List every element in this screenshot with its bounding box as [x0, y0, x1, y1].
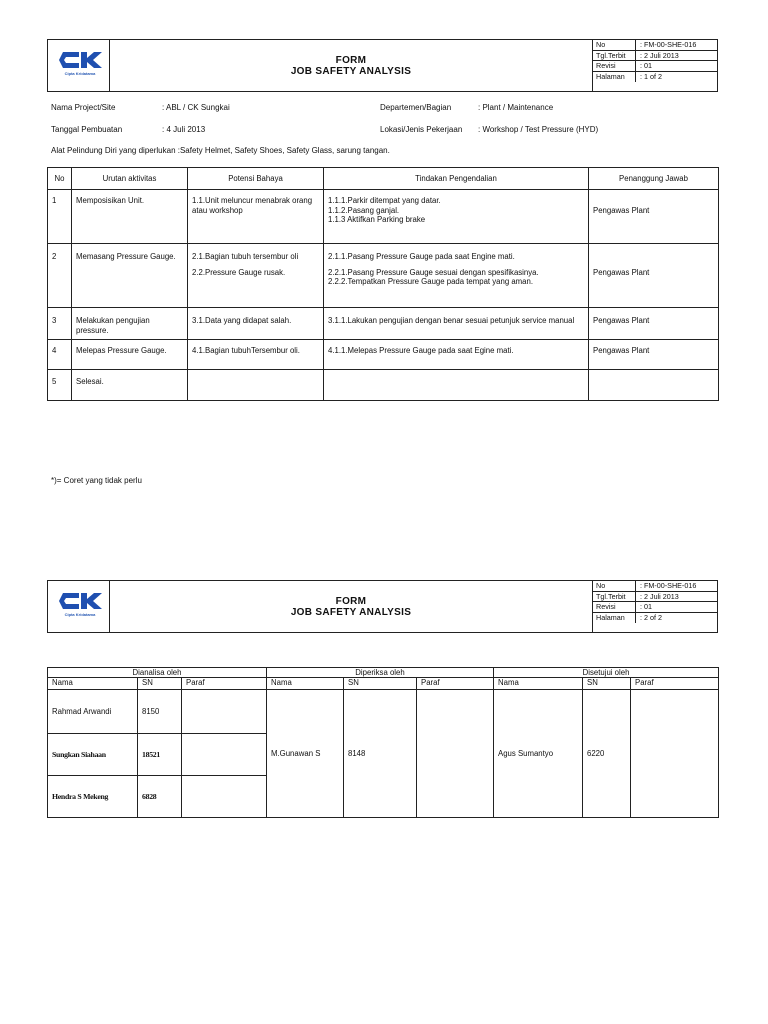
table-row: [48, 308, 719, 340]
row-no: 5: [48, 370, 72, 401]
meta-value: : 2 Juli 2013: [640, 50, 679, 60]
meta-row-no: [593, 40, 717, 51]
location-value: : Workshop / Test Pressure (HYD): [478, 125, 599, 134]
col-name: Nama: [494, 678, 583, 690]
row-pic: [589, 370, 719, 401]
signature-table: [47, 667, 719, 818]
approver-sn: 6220: [583, 690, 631, 818]
row-no: 1: [48, 190, 72, 244]
checker-sn: 8148: [344, 690, 417, 818]
logo-cell: [48, 581, 110, 633]
approver-paraf: [631, 690, 719, 818]
meta-row-page: [593, 613, 717, 624]
col-paraf: Paraf: [182, 678, 267, 690]
meta-label: Tgl.Terbit: [593, 51, 636, 61]
approver-name: Agus Sumantyo: [494, 690, 583, 818]
jsa-table: [47, 167, 719, 401]
table-row: [48, 370, 719, 401]
meta-row-no: [593, 581, 717, 592]
form-title: FORM: [335, 595, 367, 607]
table-row: [48, 340, 719, 370]
signer-name: Hendra S Mekeng: [48, 776, 138, 818]
row-no: 4: [48, 340, 72, 370]
hazard-item: 2.1.Bagian tubuh tersembur oli: [192, 252, 299, 261]
group-analyzed: Dianalisa oleh: [48, 668, 267, 678]
row-control: [324, 244, 589, 308]
signer-name: Sungkan Siahaan: [48, 734, 138, 776]
row-control: 4.1.1.Melepas Pressure Gauge pada saat Egine mati.: [324, 340, 589, 370]
control-item: 2.2.1.Pasang Pressure Gauge sesuai dengan spesifikasinya.: [328, 267, 539, 277]
col-header-control: Tindakan Pengendalian: [324, 168, 589, 190]
doc-meta: [593, 40, 718, 92]
location-label: Lokasi/Jenis Pekerjaan: [380, 125, 463, 134]
meta-value: : 1 of 2: [640, 71, 662, 81]
row-pic: Pengawas Plant: [589, 308, 719, 340]
table-row: [48, 190, 719, 244]
row-activity: Melakukan pengujian pressure.: [72, 308, 188, 340]
control-item: 1.1.1.Parkir ditempat yang datar.: [328, 196, 441, 205]
row-activity: Selesai.: [72, 370, 188, 401]
row-pic: Pengawas Plant: [589, 340, 719, 370]
col-paraf: Paraf: [631, 678, 719, 690]
meta-label: No: [593, 581, 636, 591]
company-logo: [57, 591, 103, 617]
table-row: [48, 244, 719, 308]
row-activity: Memasang Pressure Gauge.: [72, 244, 188, 308]
form-title-cell: [110, 40, 593, 92]
department-value: : Plant / Maintenance: [478, 103, 554, 112]
checker-name: M.Gunawan S: [267, 690, 344, 818]
footnote: *)= Coret yang tidak perlu: [51, 476, 142, 485]
form-header-page2: [47, 580, 718, 633]
meta-row-revision: [593, 602, 717, 613]
meta-label: Halaman: [593, 72, 636, 83]
control-item: 1.1.3 Aktifkan Parking brake: [328, 215, 426, 224]
meta-label: No: [593, 40, 636, 50]
meta-label: Revisi: [593, 61, 636, 71]
signature-row: [48, 690, 719, 734]
signer-sn: 6828: [138, 776, 182, 818]
meta-label: Halaman: [593, 613, 636, 624]
meta-label: Tgl.Terbit: [593, 592, 636, 602]
signer-sn: 8150: [138, 690, 182, 734]
group-checked: Diperiksa oleh: [267, 668, 494, 678]
signer-paraf: [182, 690, 267, 734]
form-header-page1: [47, 39, 718, 92]
meta-row-date: [593, 51, 717, 62]
date-value: : 4 Juli 2013: [162, 125, 206, 134]
col-sn: SN: [138, 678, 182, 690]
row-control: 3.1.1.Lakukan pengujian dengan benar sesuai petunjuk service manual: [324, 308, 589, 340]
row-hazard: [188, 370, 324, 401]
meta-value: : FM-00-SHE-016: [640, 581, 697, 590]
row-hazard: 1.1.Unit meluncur menabrak orang atau workshop: [188, 190, 324, 244]
form-title-cell: [110, 581, 593, 633]
col-sn: SN: [583, 678, 631, 690]
row-pic: Pengawas Plant: [589, 190, 719, 244]
checker-paraf: [417, 690, 494, 818]
control-item: 1.1.2.Pasang ganjal.: [328, 205, 400, 215]
row-hazard: 3.1.Data yang didapat salah.: [188, 308, 324, 340]
row-activity: Melepas Pressure Gauge.: [72, 340, 188, 370]
form-subtitle: JOB SAFETY ANALYSIS: [290, 65, 412, 77]
hazard-item: 2.2.Pressure Gauge rusak.: [192, 267, 286, 277]
signature-col-row: [48, 678, 719, 690]
company-logo: [57, 50, 103, 76]
signer-paraf: [182, 734, 267, 776]
meta-value: : 2 of 2: [640, 612, 662, 622]
signer-sn: 18521: [138, 734, 182, 776]
meta-value: : 01: [640, 61, 652, 70]
doc-meta: [593, 581, 718, 633]
meta-row-revision: [593, 61, 717, 72]
row-pic: Pengawas Plant: [589, 244, 719, 308]
department-label: Departemen/Bagian: [380, 103, 452, 112]
meta-label: Revisi: [593, 602, 636, 612]
logo-caption: Cipta Kridatama: [64, 71, 96, 76]
meta-value: : 2 Juli 2013: [640, 591, 679, 601]
meta-value: : FM-00-SHE-016: [640, 40, 697, 49]
date-label: Tanggal Pembuatan: [51, 125, 123, 134]
project-value: : ABL / CK Sungkai: [162, 103, 230, 112]
meta-row-page: [593, 72, 717, 83]
form-subtitle: JOB SAFETY ANALYSIS: [290, 606, 412, 618]
col-sn: SN: [344, 678, 417, 690]
col-header-activity: Urutan aktivitas: [72, 168, 188, 190]
row-no: 3: [48, 308, 72, 340]
row-hazard: [188, 244, 324, 308]
meta-row-date: [593, 592, 717, 603]
col-name: Nama: [267, 678, 344, 690]
meta-value: : 01: [640, 602, 652, 611]
logo-caption: Cipta Kridatama: [64, 612, 96, 617]
signature-group-row: [48, 668, 719, 678]
col-header-hazard: Potensi Bahaya: [188, 168, 324, 190]
col-name: Nama: [48, 678, 138, 690]
group-approved: Disetujui oleh: [494, 668, 719, 678]
row-control: [324, 370, 589, 401]
col-header-no: No: [48, 168, 72, 190]
row-activity: Memposisikan Unit.: [72, 190, 188, 244]
table-header-row: [48, 168, 719, 190]
control-item: 2.1.1.Pasang Pressure Gauge pada saat Engine mati.: [328, 252, 515, 261]
form-title: FORM: [335, 54, 367, 66]
ppe-line: Alat Pelindung Diri yang diperlukan :Safety Helmet, Safety Shoes, Safety Glass, sarung tangan.: [51, 146, 390, 155]
signer-paraf: [182, 776, 267, 818]
control-item: 2.2.2.Tempatkan Pressure Gauge pada tempat yang aman.: [328, 277, 534, 286]
row-control: [324, 190, 589, 244]
col-header-pic: Penanggung Jawab: [589, 168, 719, 190]
row-hazard: 4.1.Bagian tubuhTersembur oli.: [188, 340, 324, 370]
col-paraf: Paraf: [417, 678, 494, 690]
project-label: Nama Project/Site: [51, 103, 116, 112]
signer-name: Rahmad Arwandi: [48, 690, 138, 734]
logo-cell: [48, 40, 110, 92]
row-no: 2: [48, 244, 72, 308]
